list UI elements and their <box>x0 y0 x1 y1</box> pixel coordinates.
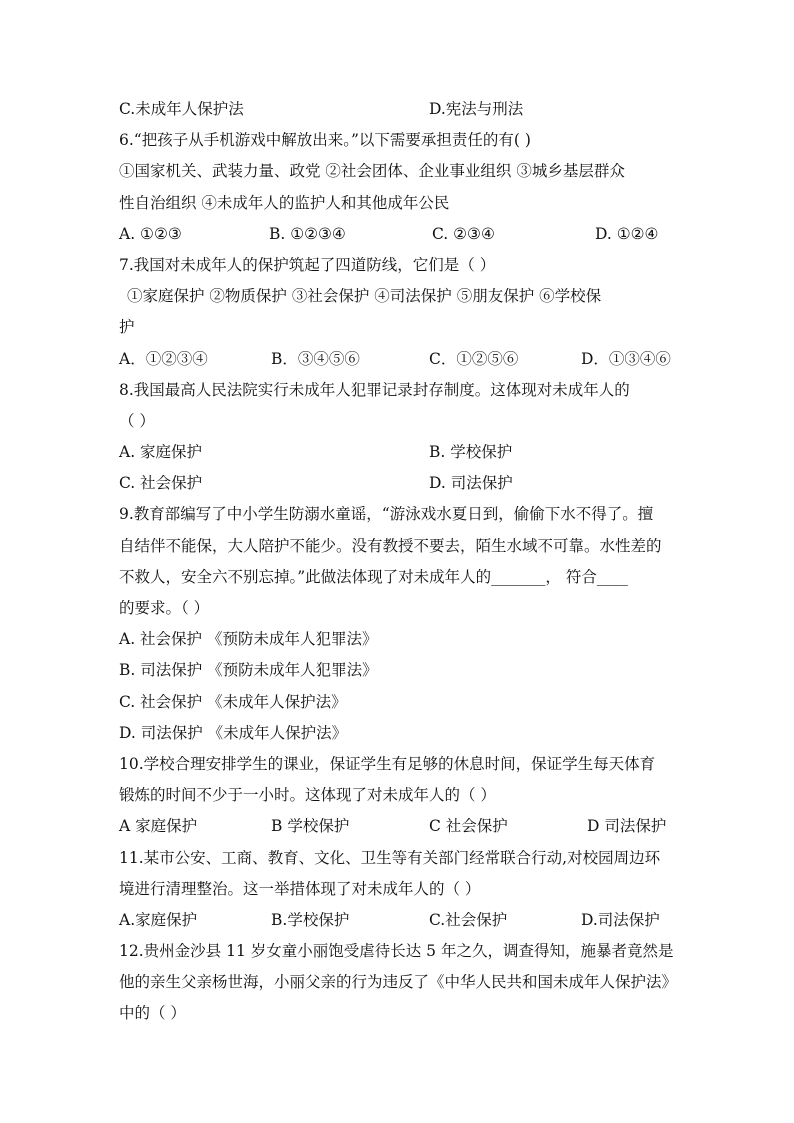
q7-items-line: ①家庭保护 ②物质保护 ③社会保护 ④司法保护 ⑤朋友保护 ⑥学校保 <box>127 287 602 306</box>
q9-option-b: B. 司法保护 《预防未成年人犯罪法》 <box>119 661 378 680</box>
q7-option-b: B．③④⑤⑥ <box>271 349 360 368</box>
q12-stem-line: 他的亲生父亲杨世海，小丽父亲的行为违反了《中华人民共和国未成年人保护法》 <box>119 973 678 992</box>
q8-option-a: A. 家庭保护 <box>119 443 203 462</box>
q8-options-row <box>119 437 679 468</box>
q10-option-a: A 家庭保护 <box>119 817 198 836</box>
q7-option-c: C．①②⑤⑥ <box>429 349 519 368</box>
q9-option-a: A. 社会保护 《预防未成年人犯罪法》 <box>119 630 378 649</box>
q6-option-b: B. ①②③④ <box>269 224 346 243</box>
q6-option-c: C. ②③④ <box>432 224 495 243</box>
q7-options-row <box>119 344 679 375</box>
q12-stem-line: 12.贵州金沙县 11 岁女童小丽饱受虐待长达 5 年之久，调查得知，施暴者竟然是 <box>119 942 674 961</box>
q8-answer-paren: （ ） <box>119 411 155 430</box>
q7-option-a: A．①②③④ <box>119 349 208 368</box>
q6-items-line: ①国家机关、武装力量、政党 ②社会团体、企业事业组织 ③城乡基层群众 <box>119 162 625 181</box>
q8-option-d: D. 司法保护 <box>429 474 513 493</box>
q8-option-c: C. 社会保护 <box>119 474 203 493</box>
q9-stem-line: 9.教育部编写了中小学生防溺水童谣，“游泳戏水夏日到，偷偷下水不得了。擅 <box>119 505 654 524</box>
q12-stem-line: 中的（ ） <box>119 1004 186 1023</box>
q11-options-row <box>119 905 679 936</box>
q9-stem-line: 不救人，安全六不别忘掉。”此做法体现了对未成年人的_______， 符合____ <box>119 567 628 586</box>
q11-stem-line: 境进行清理整治。这一举措体现了对未成年人的（ ） <box>119 879 481 898</box>
q8-stem: 8.我国最高人民法院实行未成年人犯罪记录封存制度。这体现对未成年人的 <box>119 380 630 399</box>
q10-stem-line: 10.学校合理安排学生的课业，保证学生有足够的休息时间，保证学生每天体育 <box>119 754 656 773</box>
q11-option-b: B.学校保护 <box>271 910 350 929</box>
q7-items-line: 护 <box>119 318 135 337</box>
question-list <box>119 94 679 1030</box>
q9-option-c: C. 社会保护 《未成年人保护法》 <box>119 692 347 711</box>
q6-options-row <box>119 219 679 250</box>
q11-stem-line: 11.某市公安、工商、教育、文化、卫生等有关部门经常联合行动,对校园周边环 <box>119 848 661 867</box>
q10-stem-line: 锻炼的时间不少于一小时。这体现了对未成年人的（ ） <box>119 786 496 805</box>
q11-option-d: D.司法保护 <box>581 910 660 929</box>
q9-stem-line: 的要求。（ ） <box>119 599 210 617</box>
q10-option-d: D 司法保护 <box>587 817 667 836</box>
q10-options-row <box>119 811 679 842</box>
q6-option-d: D. ①②④ <box>595 224 659 243</box>
q8-option-b: B. 学校保护 <box>429 443 513 462</box>
q7-stem: 7.我国对未成年人的保护筑起了四道防线，它们是（ ） <box>119 255 496 274</box>
q5-option-c: C.未成年人保护法 <box>119 100 244 118</box>
q5-options-row <box>119 94 679 125</box>
q6-stem: 6.“把孩子从手机游戏中解放出来。”以下需要承担责任的有( ) <box>119 131 531 150</box>
q11-option-a: A.家庭保护 <box>119 910 198 929</box>
q5-option-d: D.宪法与刑法 <box>429 100 524 118</box>
q10-option-b: B 学校保护 <box>271 817 350 836</box>
q9-stem-line: 自结伴不能保，大人陪护不能少。没有教授不要去，陌生水域不可靠。水性差的 <box>119 536 662 555</box>
q9-option-d: D. 司法保护 《未成年人保护法》 <box>119 723 348 742</box>
q6-items-line: 性自治组织 ④未成年人的监护人和其他成年公民 <box>119 193 450 212</box>
q7-option-d: D．①③④⑥ <box>581 349 671 368</box>
q6-option-a: A. ①②③ <box>119 224 182 243</box>
q10-option-c: C 社会保护 <box>429 817 508 836</box>
q11-option-c: C.社会保护 <box>429 910 508 929</box>
q8-options-row <box>119 468 679 499</box>
